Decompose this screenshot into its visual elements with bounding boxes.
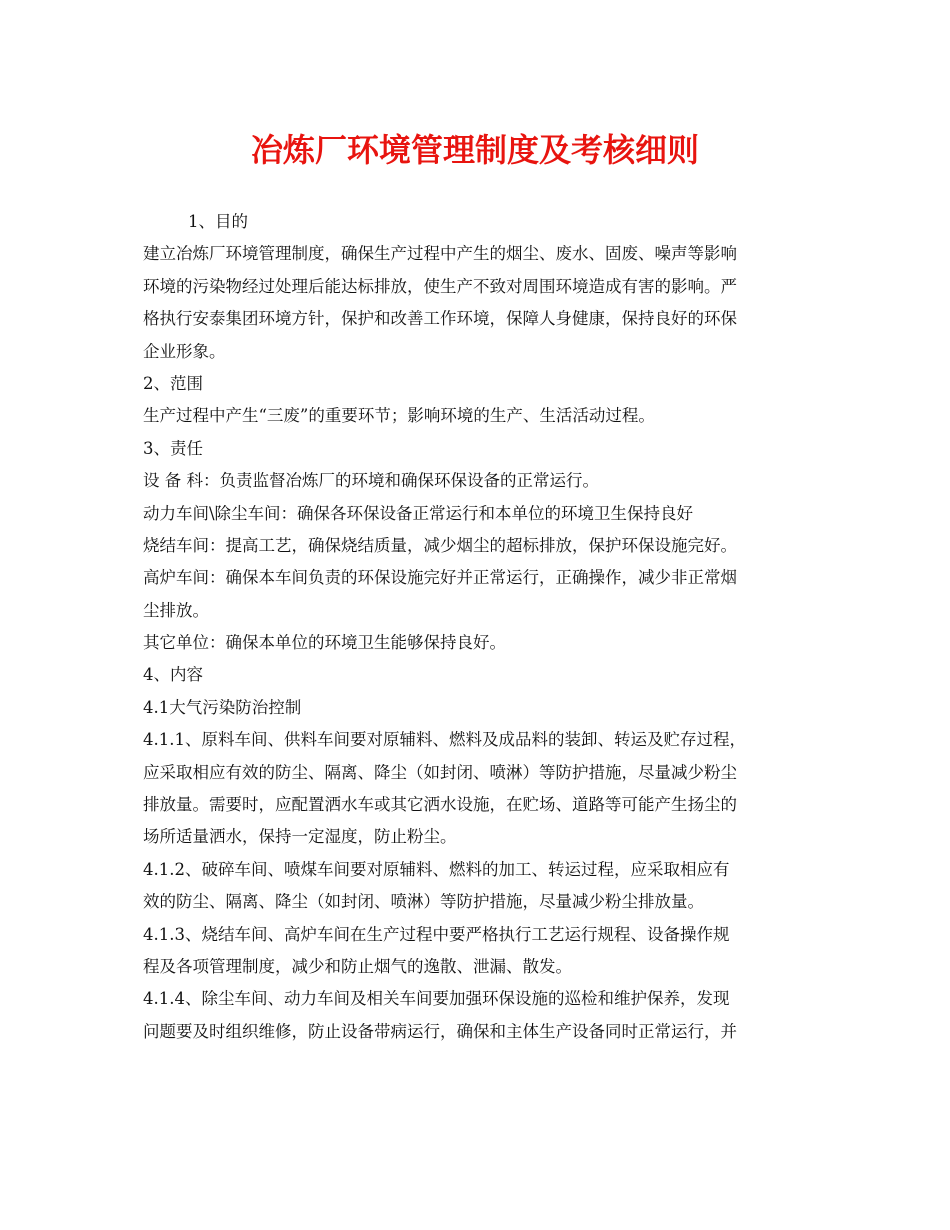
paragraph-line: 其它单位：确保本单位的环境卫生能够保持良好。 bbox=[143, 633, 506, 653]
section-heading-content: 4、内容 bbox=[143, 665, 203, 685]
paragraph-line: 格执行安泰集团环境方针，保护和改善工作环境，保障人身健康，保持良好的环保 bbox=[143, 309, 737, 329]
paragraph-line: 设 备 科：负责监督冶炼厂的环境和确保环保设备的正常运行。 bbox=[143, 471, 599, 491]
paragraph-line: 4.1.3、烧结车间、高炉车间在生产过程中要严格执行工艺运行规程、设备操作规 bbox=[143, 924, 730, 944]
paragraph-line: 建立冶炼厂环境管理制度，确保生产过程中产生的烟尘、废水、固废、噪声等影响 bbox=[143, 244, 737, 264]
subsection-heading: 4.1大气污染防治控制 bbox=[143, 697, 302, 717]
section-heading-responsibility: 3、责任 bbox=[143, 438, 203, 458]
paragraph-line: 企业形象。 bbox=[143, 341, 226, 361]
paragraph-line: 烧结车间：提高工艺，确保烧结质量，减少烟尘的超标排放，保护环保设施完好。 bbox=[143, 535, 737, 555]
document-body bbox=[143, 206, 815, 1048]
paragraph-line: 高炉车间：确保本车间负责的环保设施完好并正常运行，正确操作，减少非正常烟 bbox=[143, 568, 737, 588]
paragraph-line: 4.1.4、除尘车间、动力车间及相关车间要加强环保设施的巡检和维护保养，发现 bbox=[143, 989, 730, 1009]
paragraph-line: 4.1.1、原料车间、供料车间要对原辅料、燃料及成品料的装卸、转运及贮存过程， bbox=[143, 730, 746, 750]
paragraph-line: 排放量。需要时，应配置洒水车或其它洒水设施，在贮场、道路等可能产生扬尘的 bbox=[143, 795, 737, 815]
paragraph-line: 环境的污染物经过处理后能达标排放，使生产不致对周围环境造成有害的影响。严 bbox=[143, 276, 737, 296]
paragraph-line: 场所适量洒水，保持一定湿度，防止粉尘。 bbox=[143, 827, 457, 847]
paragraph-line: 生产过程中产生“三废”的重要环节；影响环境的生产、生活活动过程。 bbox=[143, 406, 655, 426]
paragraph-line: 效的防尘、隔离、降尘（如封闭、喷淋）等防护措施，尽量减少粉尘排放量。 bbox=[143, 892, 704, 912]
paragraph-line: 应采取相应有效的防尘、隔离、降尘（如封闭、喷淋）等防护措施，尽量减少粉尘 bbox=[143, 762, 737, 782]
paragraph-line: 4.1.2、破碎车间、喷煤车间要对原辅料、燃料的加工、转运过程，应采取相应有 bbox=[143, 859, 730, 879]
section-heading-purpose: 1、目的 bbox=[188, 212, 248, 231]
paragraph-line: 问题要及时组织维修，防止设备带病运行，确保和主体生产设备同时正常运行，并 bbox=[143, 1021, 737, 1041]
document-title: 冶炼厂环境管理制度及考核细则 bbox=[250, 131, 699, 169]
section-heading-scope: 2、范围 bbox=[143, 373, 203, 393]
paragraph-line: 尘排放。 bbox=[143, 600, 209, 620]
paragraph-line: 程及各项管理制度，减少和防止烟气的逸散、泄漏、散发。 bbox=[143, 956, 572, 976]
paragraph-line: 动力车间\除尘车间：确保各环保设备正常运行和本单位的环境卫生保持良好 bbox=[143, 503, 694, 523]
